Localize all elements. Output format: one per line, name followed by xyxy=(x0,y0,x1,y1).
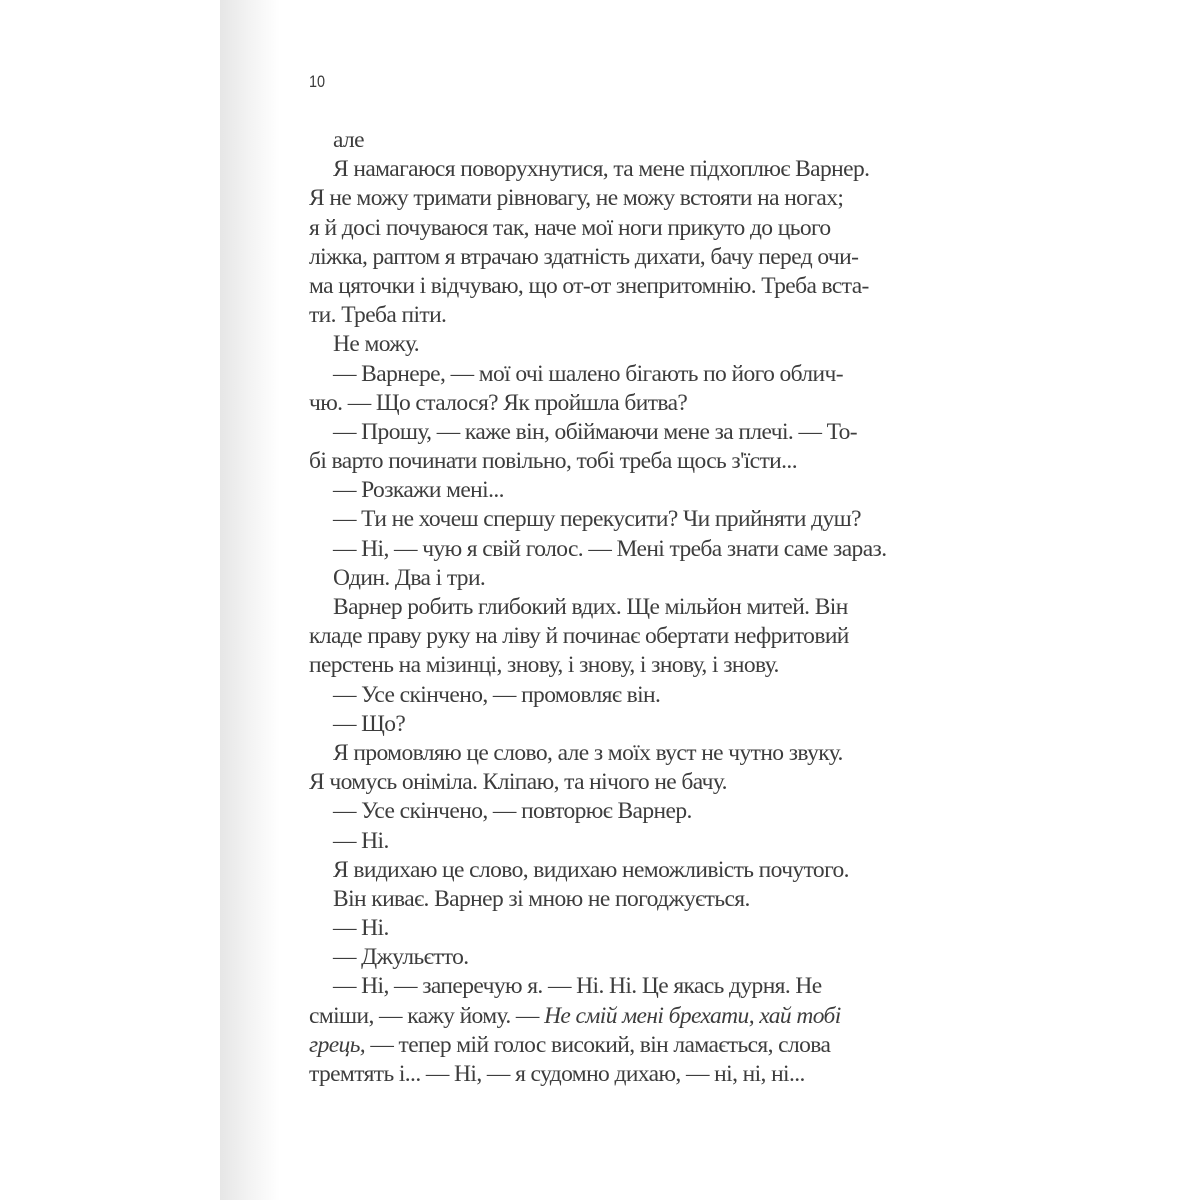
text-line xyxy=(309,535,895,564)
line-text: кладе праву руку на ліву й починає обертати нефритовий xyxy=(309,623,849,650)
text-line xyxy=(309,564,895,593)
text-line xyxy=(309,593,895,622)
line-text: я й досі почуваюся так, наче мої ноги прикуто до цього xyxy=(309,214,831,241)
text-line xyxy=(309,126,895,155)
line-text: Я промовляю це слово, але з моїх вуст не чутно звуку. xyxy=(333,739,843,766)
line-text: Я видихаю це слово, видихаю неможливість почутого. xyxy=(333,856,849,883)
text-line xyxy=(309,914,895,943)
italic-text: Не смій мені брехати, хай тобі xyxy=(544,1002,841,1029)
text-line xyxy=(309,272,895,301)
text-line xyxy=(309,827,895,856)
text-line xyxy=(309,1031,895,1060)
text-line xyxy=(309,418,895,447)
text-line xyxy=(309,301,895,330)
text-line xyxy=(309,739,895,768)
line-text: ма цяточки і відчуваю, що от-от знепритомнію. Треба вста- xyxy=(309,272,869,299)
text-line xyxy=(309,885,895,914)
line-text: — Ні, — заперечую я. — Ні. Ні. Це якась дурня. Не xyxy=(333,973,822,1000)
text-line xyxy=(309,710,895,739)
body-text xyxy=(309,126,895,1089)
line-text: — Ні. xyxy=(333,827,389,854)
line-text: Я не можу тримати рівновагу, не можу встояти на ногах; xyxy=(309,185,844,212)
text-line xyxy=(309,184,895,213)
text-line xyxy=(309,681,895,710)
text-line xyxy=(309,476,895,505)
line-text: чю. — Що сталося? Як пройшла битва? xyxy=(309,389,688,416)
line-text: Він киває. Варнер зі мною не погоджується. xyxy=(333,885,750,912)
line-text: бі варто починати повільно, тобі треба щось з'їсти... xyxy=(309,448,797,475)
line-text: Я намагаюся поворухнутися, та мене підхоплює Варнер. xyxy=(333,156,870,183)
text-line xyxy=(309,155,895,184)
line-text: ти. Треба піти. xyxy=(309,302,447,329)
line-text: — Прошу, — каже він, обіймаючи мене за плечі. — То- xyxy=(333,418,857,445)
text-line xyxy=(309,943,895,972)
page-edge-shadow xyxy=(220,0,280,1200)
text-line xyxy=(309,622,895,651)
line-text: Варнер робить глибокий вдих. Ще мільйон митей. Він xyxy=(333,594,848,620)
line-text: — Що? xyxy=(333,710,406,737)
line-text: — Ні, — чую я свій голос. — Мені треба знати саме зараз. xyxy=(333,535,887,562)
text-line xyxy=(309,797,895,826)
text-line xyxy=(309,330,895,359)
italic-text: грець, xyxy=(309,1031,366,1058)
line-text: — Ні. xyxy=(333,915,389,942)
text-line xyxy=(309,1060,895,1089)
line-text: сміши, — кажу йому. — xyxy=(309,1002,545,1029)
line-text: Не можу. xyxy=(333,331,420,358)
line-text: Один. Два і три. xyxy=(333,564,486,591)
line-text: — Джульєтто. xyxy=(333,944,469,971)
text-line xyxy=(309,243,895,272)
text-line xyxy=(309,856,895,885)
line-text: але xyxy=(333,127,364,153)
line-text: перстень на мізинці, знову, і знову, і знову, і знову. xyxy=(309,652,779,679)
text-line xyxy=(309,651,895,680)
line-text: ліжка, раптом я втрачаю здатність дихати, бачу перед очи- xyxy=(309,243,859,270)
text-line xyxy=(309,214,895,243)
text-line xyxy=(309,389,895,418)
line-text: — Розкажи мені... xyxy=(333,477,504,504)
line-text: — Усе скінчено, — повторює Варнер. xyxy=(333,798,692,825)
line-text: — Ти не хочеш спершу перекусити? Чи прийняти душ? xyxy=(333,506,861,533)
page-number: 10 xyxy=(309,72,326,91)
line-text: Я чомусь оніміла. Кліпаю, та нічого не бачу. xyxy=(309,769,727,796)
text-line xyxy=(309,360,895,389)
line-text: — Варнере, — мої очі шалено бігають по його облич- xyxy=(333,360,843,387)
text-line xyxy=(309,447,895,476)
line-text: — Усе скінчено, — промовляє він. xyxy=(333,681,661,708)
text-line xyxy=(309,1002,895,1031)
text-line xyxy=(309,972,895,1001)
text-line xyxy=(309,505,895,534)
line-text: — тепер мій голос високий, він ламається, слова xyxy=(365,1031,831,1058)
text-line xyxy=(309,768,895,797)
line-text: тремтять і... — Ні, — я судомно дихаю, — ні, ні, ні... xyxy=(309,1061,805,1087)
